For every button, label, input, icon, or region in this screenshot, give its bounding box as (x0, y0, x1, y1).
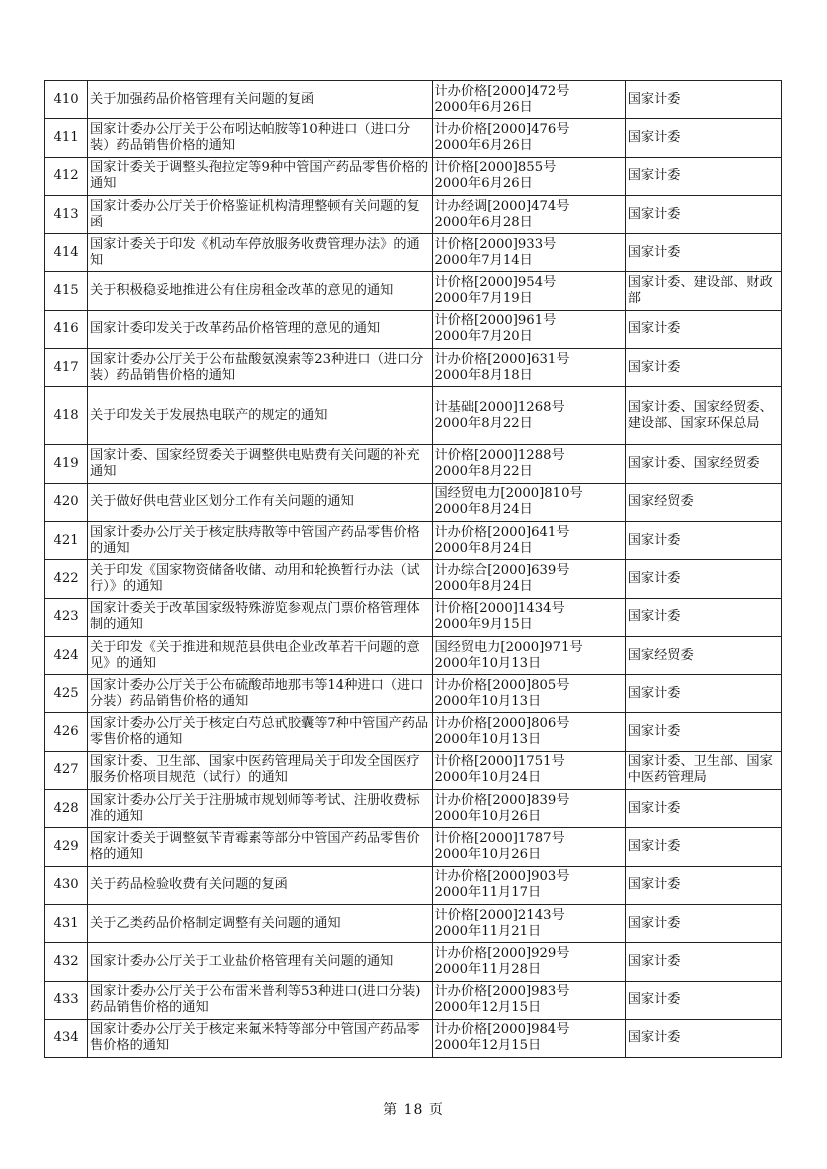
document-date: 2000年6月26日 (434, 99, 533, 115)
table-row (45, 1019, 782, 1057)
table-row (45, 598, 782, 636)
document-title: 关于印发关于发展热电联产的规定的通知 (88, 387, 432, 445)
document-title: 国家计委关于调整氨苄青霉素等部分中管国产药品零售价格的通知 (88, 828, 432, 866)
issuing-department: 国家计委 (625, 675, 781, 713)
table-row (45, 81, 782, 119)
document-date: 2000年7月14日 (434, 252, 533, 268)
document-title: 国家计委关于印发《机动车停放服务收费管理办法》的通知 (88, 234, 432, 272)
document-code-cell (432, 195, 625, 233)
document-code: 计价格[2000]933号 (434, 236, 557, 252)
issuing-department: 国家计委 (625, 157, 781, 195)
document-code-cell (432, 349, 625, 387)
table-row (45, 445, 782, 483)
row-number: 421 (45, 521, 88, 559)
document-code-cell (432, 828, 625, 866)
issuing-department: 国家经贸委 (625, 483, 781, 521)
table-row (45, 119, 782, 157)
document-code-cell (432, 751, 625, 789)
row-number: 417 (45, 349, 88, 387)
document-code: 计办价格[2000]983号 (434, 984, 570, 1000)
row-number: 422 (45, 560, 88, 598)
document-date: 2000年6月26日 (434, 137, 533, 153)
document-title: 国家计委印发关于改革药品价格管理的意见的通知 (88, 310, 432, 348)
row-number: 428 (45, 790, 88, 828)
document-code-cell (432, 981, 625, 1019)
document-title: 国家计委办公厅关于公布雷米普利等53种进口(进口分装)药品销售价格的通知 (88, 981, 432, 1019)
row-number: 434 (45, 1019, 88, 1057)
document-title: 国家计委办公厅关于核定白芍总甙胶囊等7种中管国产药品零售价格的通知 (88, 713, 432, 751)
row-number: 432 (45, 943, 88, 981)
table-row (45, 904, 782, 942)
document-date: 2000年11月21日 (434, 923, 542, 939)
document-code: 计价格[2000]1288号 (434, 448, 565, 464)
document-date: 2000年10月13日 (434, 693, 542, 709)
issuing-department: 国家计委 (625, 943, 781, 981)
table-row (45, 234, 782, 272)
document-code-cell (432, 560, 625, 598)
document-date: 2000年10月13日 (434, 732, 542, 748)
row-number: 410 (45, 81, 88, 119)
document-code-cell (432, 234, 625, 272)
document-code-cell (432, 310, 625, 348)
document-date: 2000年8月24日 (434, 502, 533, 518)
document-code-cell (432, 521, 625, 559)
issuing-department: 国家计委 (625, 713, 781, 751)
document-title: 国家计委办公厅关于公布硫酸茚地那韦等14种进口（进口分装）药品销售价格的通知 (88, 675, 432, 713)
document-date: 2000年10月26日 (434, 808, 542, 824)
table-row (45, 560, 782, 598)
issuing-department: 国家计委、建设部、财政部 (625, 272, 781, 310)
document-date: 2000年9月15日 (434, 617, 533, 633)
row-number: 415 (45, 272, 88, 310)
document-code: 计价格[2000]961号 (434, 313, 557, 329)
document-code-cell (432, 272, 625, 310)
row-number: 430 (45, 866, 88, 904)
issuing-department: 国家计委 (625, 904, 781, 942)
document-title: 国家计委关于调整头孢拉定等9种中管国产药品零售价格的通知 (88, 157, 432, 195)
issuing-department: 国家计委 (625, 981, 781, 1019)
document-code-cell (432, 157, 625, 195)
document-code: 计价格[2000]2143号 (434, 907, 565, 923)
document-code: 计办价格[2000]641号 (434, 524, 570, 540)
document-title: 关于做好供电营业区划分工作有关问题的通知 (88, 483, 432, 521)
row-number: 429 (45, 828, 88, 866)
table-row (45, 675, 782, 713)
table-body (45, 81, 782, 1058)
document-date: 2000年12月15日 (434, 1000, 542, 1016)
document-code-cell (432, 1019, 625, 1057)
document-title: 国家计委办公厅关于注册城市规划师等考试、注册收费标准的通知 (88, 790, 432, 828)
document-code-cell (432, 790, 625, 828)
table-row (45, 981, 782, 1019)
issuing-department: 国家计委 (625, 866, 781, 904)
document-date: 2000年6月28日 (434, 214, 533, 230)
document-code: 计办价格[2000]631号 (434, 351, 570, 367)
row-number: 433 (45, 981, 88, 1019)
page-number: 第 18 页 (383, 1102, 444, 1118)
document-date: 2000年11月28日 (434, 961, 542, 977)
document-code: 国经贸电力[2000]810号 (434, 486, 583, 502)
document-date: 2000年8月24日 (434, 578, 533, 594)
document-code-cell (432, 713, 625, 751)
table-row (45, 157, 782, 195)
issuing-department: 国家计委、国家经贸委 (625, 445, 781, 483)
issuing-department: 国家计委 (625, 521, 781, 559)
document-code: 计办价格[2000]806号 (434, 716, 570, 732)
issuing-department: 国家计委、国家经贸委、建设部、国家环保总局 (625, 387, 781, 445)
row-number: 411 (45, 119, 88, 157)
row-number: 419 (45, 445, 88, 483)
document-code: 计价格[2000]1434号 (434, 601, 565, 617)
document-code: 计办综合[2000]639号 (434, 562, 570, 578)
row-number: 423 (45, 598, 88, 636)
table-row (45, 866, 782, 904)
document-date: 2000年7月19日 (434, 291, 533, 307)
document-code: 计价格[2000]1751号 (434, 754, 565, 770)
document-title: 关于加强药品价格管理有关问题的复函 (88, 81, 432, 119)
document-title: 国家计委办公厅关于核定来氟米特等部分中管国产药品零售价格的通知 (88, 1019, 432, 1057)
row-number: 414 (45, 234, 88, 272)
table-row (45, 943, 782, 981)
document-title: 国家计委办公厅关于工业盐价格管理有关问题的通知 (88, 943, 432, 981)
table-row (45, 636, 782, 674)
row-number: 427 (45, 751, 88, 789)
document-title: 国家计委办公厅关于公布盐酸氨溴索等23种进口（进口分装）药品销售价格的通知 (88, 349, 432, 387)
issuing-department: 国家计委 (625, 195, 781, 233)
document-date: 2000年8月24日 (434, 540, 533, 556)
row-number: 426 (45, 713, 88, 751)
table-row (45, 483, 782, 521)
document-title: 关于印发《国家物资储备收储、动用和轮换暂行办法（试行）》的通知 (88, 560, 432, 598)
document-code: 计办价格[2000]839号 (434, 792, 570, 808)
document-code-cell (432, 636, 625, 674)
document-title: 关于乙类药品价格制定调整有关问题的通知 (88, 904, 432, 942)
document-code: 计办价格[2000]984号 (434, 1022, 570, 1038)
document-code: 计价格[2000]855号 (434, 160, 557, 176)
document-table (44, 80, 782, 1058)
document-date: 2000年12月15日 (434, 1038, 542, 1054)
issuing-department: 国家经贸委 (625, 636, 781, 674)
document-date: 2000年6月26日 (434, 176, 533, 192)
document-code-cell (432, 943, 625, 981)
document-title: 关于印发《关于推进和规范县供电企业改革若干问题的意见》的通知 (88, 636, 432, 674)
document-title: 国家计委、国家经贸委关于调整供电贴费有关问题的补充通知 (88, 445, 432, 483)
document-code-cell (432, 81, 625, 119)
issuing-department: 国家计委 (625, 310, 781, 348)
row-number: 420 (45, 483, 88, 521)
issuing-department: 国家计委 (625, 234, 781, 272)
document-date: 2000年10月24日 (434, 770, 542, 786)
document-code-cell (432, 904, 625, 942)
document-code: 计办价格[2000]472号 (434, 83, 570, 99)
document-code: 计价格[2000]954号 (434, 275, 557, 291)
document-code: 国经贸电力[2000]971号 (434, 639, 583, 655)
table-row (45, 349, 782, 387)
document-code: 计办价格[2000]476号 (434, 121, 570, 137)
document-title: 国家计委办公厅关于公布吲达帕胺等10种进口（进口分装）药品销售价格的通知 (88, 119, 432, 157)
issuing-department: 国家计委、卫生部、国家中医药管理局 (625, 751, 781, 789)
row-number: 418 (45, 387, 88, 445)
document-code: 计办价格[2000]929号 (434, 945, 570, 961)
row-number: 416 (45, 310, 88, 348)
issuing-department: 国家计委 (625, 828, 781, 866)
document-code-cell (432, 119, 625, 157)
row-number: 431 (45, 904, 88, 942)
table-row (45, 790, 782, 828)
table-row (45, 521, 782, 559)
table-row (45, 828, 782, 866)
document-date: 2000年11月17日 (434, 885, 542, 901)
document-code-cell (432, 387, 625, 445)
row-number: 412 (45, 157, 88, 195)
document-date: 2000年10月13日 (434, 655, 542, 671)
issuing-department: 国家计委 (625, 1019, 781, 1057)
document-title: 国家计委办公厅关于核定肤痔散等中管国产药品零售价格的通知 (88, 521, 432, 559)
table-row (45, 387, 782, 445)
document-code-cell (432, 445, 625, 483)
document-title: 关于药品检验收费有关问题的复函 (88, 866, 432, 904)
document-date: 2000年8月22日 (434, 415, 533, 431)
document-title: 关于积极稳妥地推进公有住房租金改革的意见的通知 (88, 272, 432, 310)
document-title: 国家计委、卫生部、国家中医药管理局关于印发全国医疗服务价格项目规范（试行）的通知 (88, 751, 432, 789)
issuing-department: 国家计委 (625, 81, 781, 119)
issuing-department: 国家计委 (625, 560, 781, 598)
issuing-department: 国家计委 (625, 119, 781, 157)
document-date: 2000年8月18日 (434, 367, 533, 383)
document-date: 2000年7月20日 (434, 329, 533, 345)
document-code: 计价格[2000]1787号 (434, 830, 565, 846)
table-row (45, 713, 782, 751)
table-row (45, 195, 782, 233)
document-date: 2000年8月22日 (434, 464, 533, 480)
document-code-cell (432, 675, 625, 713)
document-code-cell (432, 483, 625, 521)
document-code: 计基础[2000]1268号 (434, 399, 565, 415)
document-code-cell (432, 598, 625, 636)
row-number: 424 (45, 636, 88, 674)
document-date: 2000年10月26日 (434, 846, 542, 862)
row-number: 425 (45, 675, 88, 713)
document-code: 计办价格[2000]805号 (434, 677, 570, 693)
document-code: 计办价格[2000]903号 (434, 869, 570, 885)
document-title: 国家计委办公厅关于价格鉴证机构清理整顿有关问题的复函 (88, 195, 432, 233)
document-code: 计办经调[2000]474号 (434, 198, 570, 214)
issuing-department: 国家计委 (625, 349, 781, 387)
table-row (45, 272, 782, 310)
issuing-department: 国家计委 (625, 790, 781, 828)
row-number: 413 (45, 195, 88, 233)
table-row (45, 751, 782, 789)
document-code-cell (432, 866, 625, 904)
issuing-department: 国家计委 (625, 598, 781, 636)
document-title: 国家计委关于改革国家级特殊游览参观点门票价格管理体制的通知 (88, 598, 432, 636)
table-row (45, 310, 782, 348)
